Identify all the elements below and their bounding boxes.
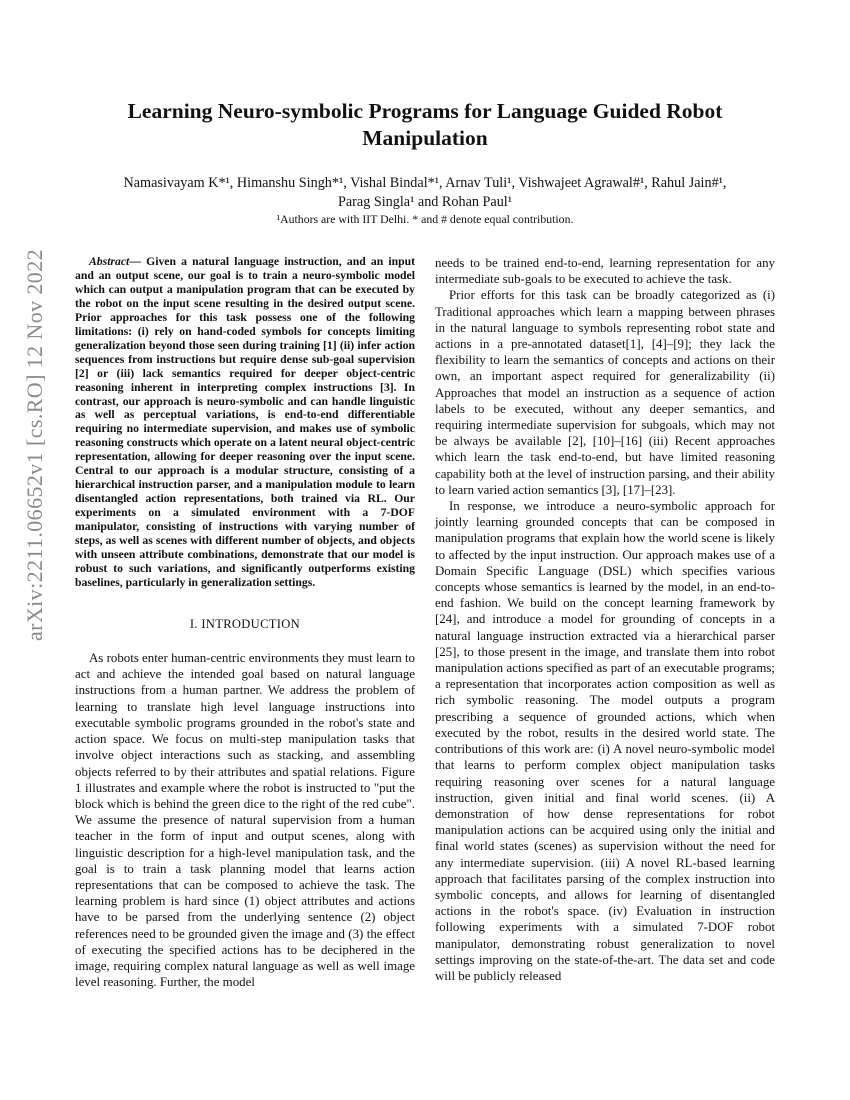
intro-paragraph-1: As robots enter human-centric environments they must learn to act and achieve the intended goal based on natural language instructions from a human partner. We address the problem of learning to translate high level language instructions into executable symbolic programs grounded in the robot's state and action space. We focus on multi-step manipulation tasks that involve object interactions such as stacking, and assembling objects referred to by their attributes and spatial relations. Figure 1 illustrates and example where the robot is instructed to "put the block which is behind the green dice to the right of the red cube". We assume the presence of natural supervision from a human teacher in the form of input and output scenes, along with linguistic description for a high-level manipulation task, and the goal is to train a task planning model that learns action representations that can be composed to achieve the task. The learning problem is hard since (1) object attributes and actions have to be parsed from the underlying sentence (2) object references need to be grounded given the image and (3) the effect of executing the specified actions has to be deciphered in the image, requiring complex natural language as well as well image level reasoning. Further, the model [75, 651, 415, 990]
paper-title: Learning Neuro-symbolic Programs for Language Guided Robot Manipulation [127, 99, 723, 150]
left-column [75, 255, 415, 990]
section-heading-introduction: I. INTRODUCTION [189, 616, 301, 631]
abstract [75, 255, 415, 590]
author-list [80, 174, 770, 212]
intro-paragraph-3: In response, we introduce a neuro-symbolic approach for jointly learning grounded concepts that can be composed in manipulation programs that explain how the world scene is likely to affected by the input instruction. Our approach makes use of a Domain Specific Language (DSL) which specifies various concepts whose semantics is learned by the model, in an end-to-end fashion. We build on the concept learning framework by [24], and introduce a model for grounding of concepts in a natural language instruction extracted via a hierarchical parser [25], to those present in the image, and translate them into robot manipulation actions specified as part of an executable programs; a representation that incorporates action composition as well as rich symbolic reasoning. The model outputs a program prescribing a sequence of grounded actions, which when executed by the robot, results in the desired world state. The contributions of this work are: (i) A novel neuro-symbolic model that learns to perform complex object manipulation tasks requiring reasoning over scenes for a natural language instruction, given initial and final world scenes. (ii) A demonstration of how dense representations for robot manipulation actions can be acquired using only the initial and final world states (scenes) as supervision without the need for any intermediate supervision. (iii) A novel RL-based learning approach that facilitates parsing of the complex instruction into symbolic concepts, and allows for learning of disentangled actions in the robot's space. (iv) Evaluation in instruction following experiments with a simulated 7-DOF robot manipulator, demonstrating robust generalization to novel settings improving on the state-of-the-art. The data set and code will be publicly released [435, 499, 775, 983]
abstract-text: — Given a natural language instruction, and an input and an output scene, our goal is to train a neuro-symbolic model which can output a manipulation program that can be executed by the robot on the input scene resulting in the desired output scene. Prior approaches for this task possess one of the following limitations: (i) rely on hand-coded symbols for concepts limiting generalization beyond those seen during training [1] (ii) infer action sequences from instructions but require dense sub-goal supervision [2] or (iii) lack semantics required for deeper object-centric reasoning inherent in interpreting complex instructions [3]. In contrast, our approach is neuro-symbolic and can handle linguistic as well as perceptual variations, is end-to-end differentiable requiring no intermediate supervision, and makes use of symbolic reasoning constructs which operate on a latent neural object-centric representation, allowing for deeper reasoning over the input scene. Central to our approach is a modular structure, consisting of a hierarchical instruction parser, and a manipulation module to learn disentangled action representations, both trained via RL. Our experiments on a simulated environment with a 7-DOF manipulator, consisting of instructions with varying number of steps, as well as scenes with different number of objects, and objects with unseen attribute combinations, demonstrate that our model is robust to such variations, and significantly outperforms existing baselines, particularly in generalization settings. [75, 255, 415, 589]
arxiv-identifier: arXiv:2211.06652v1 [cs.RO] 12 Nov 2022 [22, 248, 48, 642]
intro-paragraph-2: Prior efforts for this task can be broadly categorized as (i) Traditional approaches which learn a mapping between phrases in the natural language to symbols representing robot state and actions in a pre-annotated dataset[1], [4]–[9]; they lack the flexibility to learn the semantics of concepts and actions on their own, an important aspect required for generalizability (ii) Approaches that model an instruction as a sequence of action labels to be executed, without any deeper semantics, and requiring intermediate supervision for subgoals, which may not be always be available [2], [10]–[16] (iii) Recent approaches which learn the task end-to-end, but have limited reasoning capability both at the level of instruction parsing, and their ability to learn varied action semantics [3], [17]–[23]. [435, 288, 775, 497]
authors-line-1: Namasivayam K*¹, Himanshu Singh*¹, Vishal Bindal*¹, Arnav Tuli¹, Vishwajeet Agrawal#¹, Rahul Jain#¹, [123, 175, 727, 191]
abstract-label: Abstract [89, 255, 130, 268]
right-column [435, 255, 775, 984]
authors-line-2: Parag Singla¹ and Rohan Paul¹ [337, 194, 512, 210]
affiliation-note: ¹Authors are with IIT Delhi. * and # denote equal contribution. [276, 212, 574, 226]
intro-paragraph-1-continued: needs to be trained end-to-end, learning representation for any intermediate sub-goals to be executed to achieve the task. [435, 256, 775, 287]
arxiv-sidebar [10, 170, 60, 720]
